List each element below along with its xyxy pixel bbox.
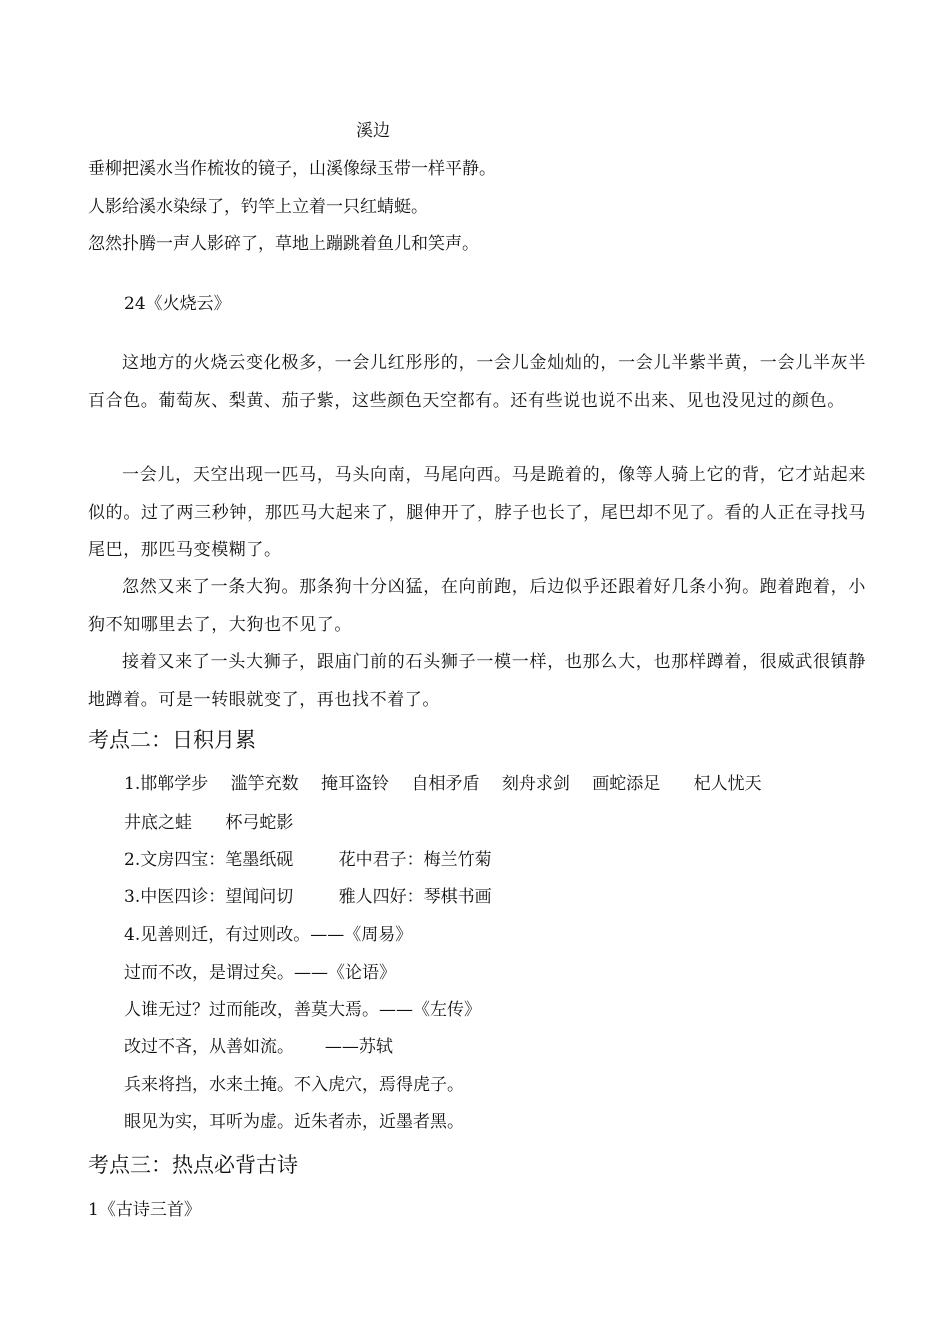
poem-line-2: 人影给溪水染绿了，钓竿上立着一只红蜻蜓。: [88, 197, 428, 217]
idiom: 1.邯郸学步: [124, 774, 209, 794]
idiom-row-1: [124, 773, 762, 795]
idiom-row-2: [124, 812, 293, 834]
item-3: [124, 886, 492, 908]
quote-1: 4.见善则迁，有过则改。——《周易》: [124, 925, 413, 945]
item-3-part-a: 3.中医四诊：望闻问切: [124, 887, 294, 907]
item-2-part-b: 花中君子：梅兰竹菊: [338, 850, 492, 870]
section3-heading: 考点三：热点必背古诗: [88, 1153, 298, 1177]
section3-item-1: 1《古诗三首》: [88, 1200, 201, 1220]
quote-2: 过而不改，是谓过矣。——《论语》: [124, 963, 396, 983]
quote-4: 改过不吝，从善如流。 ——苏轼: [124, 1037, 393, 1057]
lesson-paragraph-4: 接着又来了一头大狮子，跟庙门前的石头狮子一模一样，也那么大，也那样蹲着，很威武很镇静地蹲着。可是一转眼就变了，再也找不着了。: [88, 652, 866, 710]
item-3-part-b: 雅人四好：琴棋书画: [338, 887, 492, 907]
item-2-part-a: 2.文房四宝：笔墨纸砚: [124, 850, 294, 870]
section2-heading: 考点二：日积月累: [88, 728, 256, 752]
lesson-title: 24《火烧云》: [124, 294, 231, 314]
lesson-paragraph-1: 这地方的火烧云变化极多，一会儿红彤彤的，一会儿金灿灿的，一会儿半紫半黄，一会儿半灰半百合色。葡萄灰、梨黄、茄子紫，这些颜色天空都有。还有些说也说不出来、见也没见过的颜色。: [88, 353, 866, 411]
idiom: 刻舟求剑: [501, 774, 570, 794]
lesson-paragraph-3: 忽然又来了一条大狗。那条狗十分凶猛，在向前跑，后边似乎还跟着好几条小狗。跑着跑着，小狗不知哪里去了，大狗也不见了。: [88, 577, 866, 635]
poem-line-1: 垂柳把溪水当作梳妆的镜子，山溪像绿玉带一样平静。: [88, 159, 496, 179]
idiom: 杞人忧天: [693, 774, 762, 794]
idiom: 画蛇添足: [592, 774, 661, 794]
poem-line-3: 忽然扑腾一声人影碎了，草地上蹦跳着鱼儿和笑声。: [88, 234, 479, 254]
idiom: 杯弓蛇影: [225, 813, 294, 833]
poem-title: 溪边: [356, 121, 390, 141]
quote-6: 眼见为实，耳听为虚。近朱者赤，近墨者黑。: [124, 1112, 464, 1132]
idiom: 掩耳盗铃: [321, 774, 390, 794]
idiom: 井底之蛙: [124, 813, 192, 833]
quote-3: 人谁无过？过而能改，善莫大焉。——《左传》: [124, 1000, 481, 1020]
lesson-paragraph-2: 一会儿，天空出现一匹马，马头向南，马尾向西。马是跪着的，像等人骑上它的背，它才站起来似的。过了两三秒钟，那匹马大起来了，腿伸开了，脖子也长了，尾巴却不见了。看的人正在寻找马尾巴，那匹马变模糊了。: [88, 465, 866, 560]
item-2: [124, 849, 492, 871]
idiom: 自相矛盾: [411, 774, 480, 794]
idiom: 滥竽充数: [230, 774, 299, 794]
quote-5: 兵来将挡，水来土掩。不入虎穴，焉得虎子。: [124, 1075, 464, 1095]
